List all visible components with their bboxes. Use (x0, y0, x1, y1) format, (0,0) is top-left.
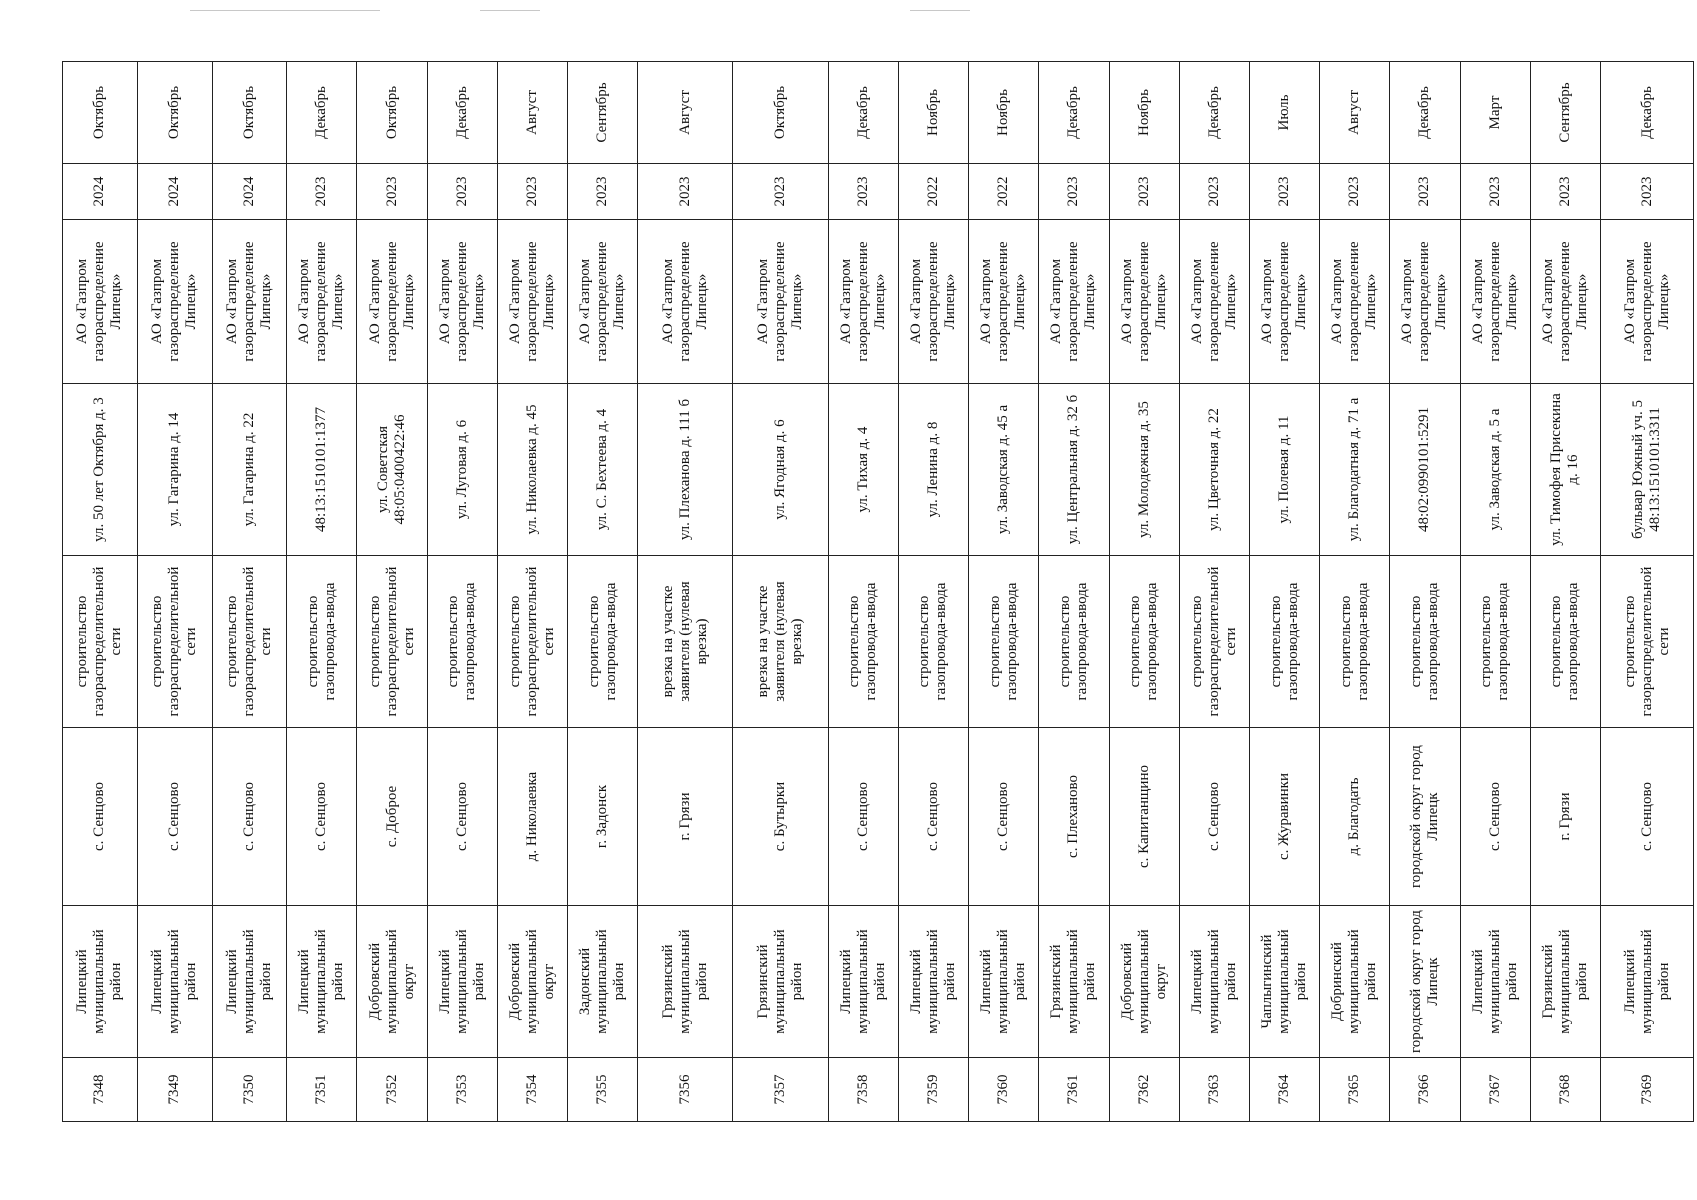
address-cell: 48:13:1510101:1377 (287, 384, 357, 556)
address-cell: ул. Николаевка д. 45 (497, 384, 567, 556)
table-row (137, 62, 212, 1122)
organization-cell: АО «Газпром газораспределение Липецк» (357, 220, 427, 384)
work-type-cell: строительство газопровода-ввода (1530, 556, 1600, 728)
municipality-cell: Липецкий муниципальный район (1601, 906, 1694, 1058)
municipality-cell: Добринский муниципальный район (1320, 906, 1390, 1058)
work-type-cell: врезка на участке заявителя (нулевая врезка) (638, 556, 733, 728)
address-cell: ул. Центральная д. 32 б (1039, 384, 1109, 556)
table-row (1460, 62, 1530, 1122)
row-number: 7351 (287, 1058, 357, 1122)
municipality-cell: Грязинский муниципальный район (638, 906, 733, 1058)
row-number: 7362 (1109, 1058, 1179, 1122)
address-cell: бульвар Южный уч. 5 48:13:1510101:3311 (1601, 384, 1694, 556)
municipality-cell: Грязинский муниципальный район (1039, 906, 1109, 1058)
table-row (828, 62, 898, 1122)
organization-cell: АО «Газпром газораспределение Липецк» (969, 220, 1039, 384)
table-row (63, 62, 138, 1122)
organization-cell: АО «Газпром газораспределение Липецк» (287, 220, 357, 384)
address-cell: ул. С. Бехтеева д. 4 (568, 384, 638, 556)
row-number: 7369 (1601, 1058, 1694, 1122)
locality-cell: с. Сенцово (1179, 728, 1249, 906)
year-cell: 2023 (568, 164, 638, 220)
scan-artifact-line (190, 10, 380, 11)
address-cell: ул. 50 лет Октября д. 3 (63, 384, 138, 556)
municipality-cell: Липецкий муниципальный район (1460, 906, 1530, 1058)
year-cell: 2023 (427, 164, 497, 220)
table-row (497, 62, 567, 1122)
year-cell: 2023 (1390, 164, 1460, 220)
locality-cell: с. Сенцово (287, 728, 357, 906)
month-cell: Декабрь (287, 62, 357, 164)
locality-cell: городской округ город Липецк (1390, 728, 1460, 906)
row-number: 7352 (357, 1058, 427, 1122)
municipality-cell: Добровский муниципальный округ (1109, 906, 1179, 1058)
municipality-cell: Липецкий муниципальный район (63, 906, 138, 1058)
table-row (1179, 62, 1249, 1122)
row-number: 7354 (497, 1058, 567, 1122)
year-cell: 2023 (1179, 164, 1249, 220)
row-number: 7350 (212, 1058, 287, 1122)
address-cell: ул. Цветочная д. 22 (1179, 384, 1249, 556)
row-number: 7367 (1460, 1058, 1530, 1122)
row-number: 7356 (638, 1058, 733, 1122)
locality-cell: с. Сенцово (1601, 728, 1694, 906)
municipality-cell: Липецкий муниципальный район (137, 906, 212, 1058)
municipality-cell: Добровский муниципальный округ (357, 906, 427, 1058)
locality-cell: с. Сенцово (427, 728, 497, 906)
year-cell: 2023 (1601, 164, 1694, 220)
locality-cell: г. Грязи (638, 728, 733, 906)
locality-cell: д. Николаевка (497, 728, 567, 906)
locality-cell: с. Бутырки (733, 728, 828, 906)
organization-cell: АО «Газпром газораспределение Липецк» (828, 220, 898, 384)
table-row (1530, 62, 1600, 1122)
address-cell: ул. Луговая д. 6 (427, 384, 497, 556)
month-cell: Октябрь (137, 62, 212, 164)
work-type-cell: строительство газораспределительной сети (1179, 556, 1249, 728)
locality-cell: с. Сенцово (898, 728, 968, 906)
table-row (568, 62, 638, 1122)
year-cell: 2023 (828, 164, 898, 220)
municipality-cell: Липецкий муниципальный район (898, 906, 968, 1058)
work-type-cell: строительство газопровода-ввода (828, 556, 898, 728)
table-row (357, 62, 427, 1122)
address-cell: ул. Тимофея Присекина д. 16 (1530, 384, 1600, 556)
organization-cell: АО «Газпром газораспределение Липецк» (1320, 220, 1390, 384)
municipality-cell: Добровский муниципальный округ (497, 906, 567, 1058)
row-number: 7355 (568, 1058, 638, 1122)
organization-cell: АО «Газпром газораспределение Липецк» (427, 220, 497, 384)
municipality-cell: городской округ город Липецк (1390, 906, 1460, 1058)
table-row (1039, 62, 1109, 1122)
address-cell: ул. Заводская д. 5 а (1460, 384, 1530, 556)
year-cell: 2024 (63, 164, 138, 220)
month-cell: Сентябрь (568, 62, 638, 164)
row-number: 7360 (969, 1058, 1039, 1122)
municipality-cell: Липецкий муниципальный район (1179, 906, 1249, 1058)
row-number: 7365 (1320, 1058, 1390, 1122)
address-cell: ул. Молодежная д. 35 (1109, 384, 1179, 556)
organization-cell: АО «Газпром газораспределение Липецк» (1249, 220, 1319, 384)
year-cell: 2023 (497, 164, 567, 220)
organization-cell: АО «Газпром газораспределение Липецк» (1460, 220, 1530, 384)
year-cell: 2023 (1460, 164, 1530, 220)
municipality-cell: Липецкий муниципальный район (427, 906, 497, 1058)
municipality-cell: Грязинский муниципальный район (733, 906, 828, 1058)
organization-cell: АО «Газпром газораспределение Липецк» (1601, 220, 1694, 384)
month-cell: Август (497, 62, 567, 164)
municipality-cell: Липецкий муниципальный район (212, 906, 287, 1058)
month-cell: Сентябрь (1530, 62, 1600, 164)
address-cell: ул. Тихая д. 4 (828, 384, 898, 556)
work-type-cell: врезка на участке заявителя (нулевая врезка) (733, 556, 828, 728)
year-cell: 2024 (212, 164, 287, 220)
locality-cell: с. Сенцово (1460, 728, 1530, 906)
month-cell: Ноябрь (969, 62, 1039, 164)
address-cell: ул. Плеханова д. 111 б (638, 384, 733, 556)
row-number: 7348 (63, 1058, 138, 1122)
work-type-cell: строительство газораспределительной сети (63, 556, 138, 728)
table-row (638, 62, 733, 1122)
year-cell: 2023 (1249, 164, 1319, 220)
row-number: 7353 (427, 1058, 497, 1122)
work-type-cell: строительство газопровода-ввода (1039, 556, 1109, 728)
municipality-cell: Липецкий муниципальный район (828, 906, 898, 1058)
year-cell: 2024 (137, 164, 212, 220)
address-cell: ул. Благодатная д. 71 а (1320, 384, 1390, 556)
row-number: 7368 (1530, 1058, 1600, 1122)
month-cell: Октябрь (63, 62, 138, 164)
year-cell: 2023 (733, 164, 828, 220)
locality-cell: с. Капитанщино (1109, 728, 1179, 906)
work-type-cell: строительство газораспределительной сети (212, 556, 287, 728)
locality-cell: с. Журавинки (1249, 728, 1319, 906)
table-row (427, 62, 497, 1122)
locality-cell: с. Сенцово (212, 728, 287, 906)
year-cell: 2023 (287, 164, 357, 220)
month-cell: Август (638, 62, 733, 164)
table-row (1601, 62, 1694, 1122)
work-type-cell: строительство газопровода-ввода (1109, 556, 1179, 728)
locality-cell: с. Доброе (357, 728, 427, 906)
month-cell: Октябрь (357, 62, 427, 164)
organization-cell: АО «Газпром газораспределение Липецк» (1390, 220, 1460, 384)
locality-cell: д. Благодать (1320, 728, 1390, 906)
organization-cell: АО «Газпром газораспределение Липецк» (1179, 220, 1249, 384)
organization-cell: АО «Газпром газораспределение Липецк» (497, 220, 567, 384)
organization-cell: АО «Газпром газораспределение Липецк» (1039, 220, 1109, 384)
year-cell: 2023 (1109, 164, 1179, 220)
organization-cell: АО «Газпром газораспределение Липецк» (733, 220, 828, 384)
register-table (62, 61, 1694, 1122)
month-cell: Декабрь (1179, 62, 1249, 164)
month-cell: Октябрь (733, 62, 828, 164)
year-cell: 2023 (1320, 164, 1390, 220)
table-row (733, 62, 828, 1122)
work-type-cell: строительство газораспределительной сети (357, 556, 427, 728)
scan-artifact-line (480, 10, 540, 11)
table-row (1320, 62, 1390, 1122)
table-row (1390, 62, 1460, 1122)
month-cell: Октябрь (212, 62, 287, 164)
row-number: 7357 (733, 1058, 828, 1122)
month-cell: Август (1320, 62, 1390, 164)
month-cell: Декабрь (828, 62, 898, 164)
month-cell: Июль (1249, 62, 1319, 164)
address-cell: ул. Гагарина д. 14 (137, 384, 212, 556)
municipality-cell: Задонский муниципальный район (568, 906, 638, 1058)
year-cell: 2023 (357, 164, 427, 220)
work-type-cell: строительство газопровода-ввода (898, 556, 968, 728)
month-cell: Ноябрь (898, 62, 968, 164)
work-type-cell: строительство газопровода-ввода (427, 556, 497, 728)
organization-cell: АО «Газпром газораспределение Липецк» (568, 220, 638, 384)
month-cell: Декабрь (427, 62, 497, 164)
year-cell: 2022 (969, 164, 1039, 220)
address-cell: 48:02:0990101:5291 (1390, 384, 1460, 556)
table-row (1109, 62, 1179, 1122)
work-type-cell: строительство газопровода-ввода (1390, 556, 1460, 728)
work-type-cell: строительство газораспределительной сети (137, 556, 212, 728)
scan-artifact-line (910, 10, 970, 11)
locality-cell: с. Сенцово (969, 728, 1039, 906)
address-cell: ул. Гагарина д. 22 (212, 384, 287, 556)
year-cell: 2023 (638, 164, 733, 220)
address-cell: ул. Ягодная д. 6 (733, 384, 828, 556)
locality-cell: с. Сенцово (137, 728, 212, 906)
work-type-cell: строительство газопровода-ввода (1460, 556, 1530, 728)
row-number: 7361 (1039, 1058, 1109, 1122)
row-number: 7358 (828, 1058, 898, 1122)
municipality-cell: Липецкий муниципальный район (969, 906, 1039, 1058)
organization-cell: АО «Газпром газораспределение Липецк» (1109, 220, 1179, 384)
page-area (62, 62, 1694, 1122)
municipality-cell: Липецкий муниципальный район (287, 906, 357, 1058)
row-number: 7366 (1390, 1058, 1460, 1122)
month-cell: Декабрь (1601, 62, 1694, 164)
locality-cell: с. Сенцово (63, 728, 138, 906)
row-number: 7359 (898, 1058, 968, 1122)
work-type-cell: строительство газопровода-ввода (969, 556, 1039, 728)
work-type-cell: строительство газопровода-ввода (1320, 556, 1390, 728)
year-cell: 2022 (898, 164, 968, 220)
table-row (898, 62, 968, 1122)
month-cell: Декабрь (1039, 62, 1109, 164)
locality-cell: с. Плеханово (1039, 728, 1109, 906)
month-cell: Март (1460, 62, 1530, 164)
address-cell: ул. Советская 48:05:0400422:46 (357, 384, 427, 556)
work-type-cell: строительство газопровода-ввода (287, 556, 357, 728)
work-type-cell: строительство газораспределительной сети (1601, 556, 1694, 728)
organization-cell: АО «Газпром газораспределение Липецк» (137, 220, 212, 384)
organization-cell: АО «Газпром газораспределение Липецк» (898, 220, 968, 384)
locality-cell: с. Сенцово (828, 728, 898, 906)
address-cell: ул. Заводская д. 45 а (969, 384, 1039, 556)
address-cell: ул. Ленина д. 8 (898, 384, 968, 556)
locality-cell: г. Задонск (568, 728, 638, 906)
organization-cell: АО «Газпром газораспределение Липецк» (212, 220, 287, 384)
work-type-cell: строительство газопровода-ввода (568, 556, 638, 728)
organization-cell: АО «Газпром газораспределение Липецк» (63, 220, 138, 384)
municipality-cell: Чаплыгинский муниципальный район (1249, 906, 1319, 1058)
year-cell: 2023 (1039, 164, 1109, 220)
rotated-table-container (62, 62, 1694, 1122)
municipality-cell: Грязинский муниципальный район (1530, 906, 1600, 1058)
work-type-cell: строительство газопровода-ввода (1249, 556, 1319, 728)
table-row (287, 62, 357, 1122)
locality-cell: г. Грязи (1530, 728, 1600, 906)
work-type-cell: строительство газораспределительной сети (497, 556, 567, 728)
table-row (212, 62, 287, 1122)
address-cell: ул. Полевая д. 11 (1249, 384, 1319, 556)
table-row (1249, 62, 1319, 1122)
row-number: 7363 (1179, 1058, 1249, 1122)
month-cell: Ноябрь (1109, 62, 1179, 164)
month-cell: Декабрь (1390, 62, 1460, 164)
table-row (969, 62, 1039, 1122)
organization-cell: АО «Газпром газораспределение Липецк» (638, 220, 733, 384)
organization-cell: АО «Газпром газораспределение Липецк» (1530, 220, 1600, 384)
year-cell: 2023 (1530, 164, 1600, 220)
row-number: 7364 (1249, 1058, 1319, 1122)
register-table-body (63, 62, 1694, 1122)
row-number: 7349 (137, 1058, 212, 1122)
